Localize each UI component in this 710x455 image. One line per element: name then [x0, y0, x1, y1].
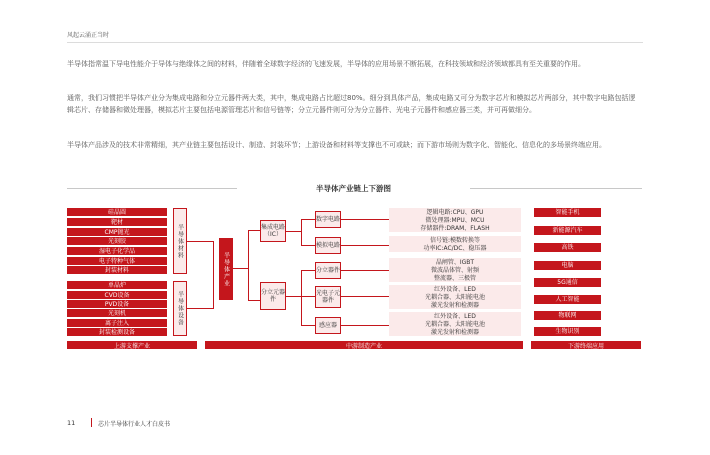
- diagram-title: 半导体产业链上下游图: [316, 184, 391, 193]
- paragraph-2: 通常，我们习惯把半导体产业分为集成电路和分立元器件两大类，其中，集成电路占比超过80%。细分到具体产品，集成电路又可分为数字芯片和模拟芯片两部分，其中数字电路包括逻辑芯片、存储器和微处理器，模拟芯片主要包括电源管理芯片和信号链等；分立元器件则可分为分立器件、光电子元器件和感应器三类，并可再做细分。: [67, 94, 636, 114]
- equipment-item: 光刻机: [67, 309, 167, 317]
- running-header: 风起云涌正当时: [67, 32, 110, 39]
- ic-label: 集成电路（IC）: [260, 220, 286, 242]
- connector: [301, 296, 315, 297]
- connector: [341, 325, 389, 326]
- sensor-item: 光耦合器、太阳能电池: [389, 320, 521, 328]
- opto-item: 光耦合器、太阳能电池: [389, 293, 521, 301]
- material-item: 湿电子化学品: [67, 247, 167, 255]
- materials-label: 半导体材料: [173, 208, 187, 274]
- digital-item: 微处理器:MPU、MCU: [389, 216, 521, 224]
- connector: [341, 270, 389, 271]
- upstream-bar: 上游支撑产业: [67, 341, 197, 349]
- footer-title: 芯片半导体行业人才白皮书: [98, 421, 171, 428]
- connector: [286, 296, 301, 297]
- title-rule-right: [470, 188, 642, 189]
- connector: [301, 325, 315, 326]
- equipment-item: 离子注入: [67, 319, 167, 327]
- connector: [301, 219, 302, 245]
- sensor-label: 感应器: [315, 317, 341, 334]
- discrete-item: 晶闸管、IGBT: [389, 258, 521, 266]
- material-item: 封装材料: [67, 266, 167, 274]
- footer-divider: [91, 418, 92, 427]
- sensor-item: 红外设备、LED: [389, 312, 521, 320]
- application-item: 物联网: [534, 311, 601, 320]
- equipment-label: 半导体设备: [173, 281, 187, 336]
- digital-item: 逻辑电路:CPU、GPU: [389, 208, 521, 216]
- paragraph-3: 半导体产品涉及的技术非常精细，其产业链主要包括设计、制造、封装环节；上游设备和材料等支撑也不可或缺；而下游市场则为数字化、智能化、信息化的多场景终端应用。: [67, 141, 606, 149]
- title-rule-left: [67, 188, 237, 189]
- connector: [187, 241, 213, 242]
- opto-item: 红外设备、LED: [389, 285, 521, 293]
- equipment-item: 封装检测设备: [67, 328, 167, 336]
- analog-item: 信号链:模数转换等: [389, 236, 521, 244]
- digital-item: 存储器件:DRAM、FLASH: [389, 224, 521, 232]
- opto-item: 激光发射和检测器: [389, 301, 521, 309]
- connector: [248, 230, 249, 300]
- application-item: 智能手机: [534, 208, 601, 217]
- connector: [301, 245, 315, 246]
- connector: [233, 268, 248, 269]
- analog-item: 功率IC:AC/DC、稳压器: [389, 244, 521, 252]
- connector: [248, 230, 260, 231]
- center-label: 半导体产业: [219, 238, 233, 300]
- connector: [341, 296, 389, 297]
- downstream-bar: 下游终端应用: [531, 341, 641, 349]
- material-item: 硅晶圆: [67, 208, 167, 216]
- application-item: 高铁: [534, 243, 601, 252]
- material-item: CMP抛光: [67, 228, 167, 236]
- sensor-item: 激光发射和检测器: [389, 328, 521, 336]
- discrete-label: 分立元器件: [260, 282, 286, 310]
- connector: [301, 270, 315, 271]
- material-item: 光刻胶: [67, 237, 167, 245]
- header-rule: [67, 42, 643, 43]
- connector: [286, 231, 301, 232]
- discrete-device-label: 分立器件: [315, 262, 341, 279]
- midstream-bar: 中游制造产业: [205, 341, 523, 349]
- connector: [341, 245, 389, 246]
- page-number: 11: [67, 419, 76, 427]
- digital-circuit-label: 数字电路: [315, 211, 341, 228]
- application-item: 电脑: [534, 261, 601, 270]
- connector: [248, 300, 260, 301]
- application-item: 生物识别: [534, 327, 601, 336]
- material-item: 电子特种气体: [67, 257, 167, 265]
- material-item: 靶材: [67, 218, 167, 226]
- connector: [301, 270, 302, 325]
- discrete-item: 整流器、三极管: [389, 274, 521, 282]
- connector: [213, 241, 214, 309]
- optoelectronic-label: 光电子元器件: [315, 286, 341, 308]
- application-item: 5G通信: [534, 278, 601, 287]
- discrete-item: 微波晶体管、射频: [389, 266, 521, 274]
- paragraph-1: 半导体指常温下导电性能介于导体与绝缘体之间的材料，伴随着全球数字经济的飞速发展，半导体的应用场景不断拓展，在科技领域和经济领域都具有至关重要的作用。: [67, 60, 585, 68]
- equipment-item: PVD设备: [67, 300, 167, 308]
- connector: [341, 219, 389, 220]
- connector: [301, 219, 315, 220]
- analog-circuit-label: 模拟电路: [315, 237, 341, 254]
- application-item: 新能源汽车: [534, 226, 601, 235]
- equipment-item: 单晶炉: [67, 281, 167, 289]
- application-item: 人工智能: [534, 295, 601, 304]
- connector: [187, 308, 213, 309]
- equipment-item: CVD设备: [67, 291, 167, 299]
